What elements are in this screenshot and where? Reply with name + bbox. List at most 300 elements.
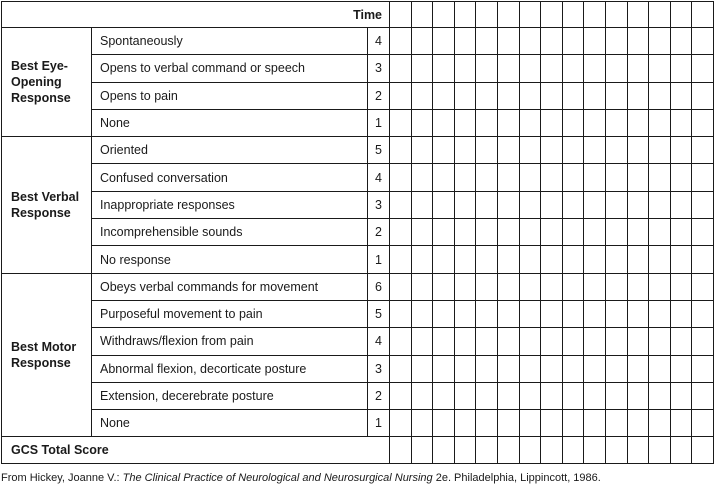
time-entry-cell[interactable]: [411, 28, 433, 55]
time-column-header[interactable]: [627, 2, 649, 28]
time-entry-cell[interactable]: [433, 219, 455, 246]
total-score-label: GCS Total Score: [2, 437, 390, 464]
time-entry-cell[interactable]: [497, 382, 519, 409]
time-entry-cell[interactable]: [692, 137, 714, 164]
time-entry-cell[interactable]: [390, 191, 412, 218]
time-entry-cell[interactable]: [670, 109, 692, 136]
time-entry-cell[interactable]: [390, 219, 412, 246]
score-value: 3: [368, 355, 390, 382]
time-entry-cell[interactable]: [476, 219, 498, 246]
table-row: [2, 55, 714, 82]
time-entry-cell[interactable]: [390, 109, 412, 136]
time-entry-cell[interactable]: [541, 382, 563, 409]
time-entry-cell[interactable]: [649, 109, 671, 136]
response-label: Purposeful movement to pain: [92, 300, 368, 327]
table-row: [2, 137, 714, 164]
time-entry-cell[interactable]: [670, 219, 692, 246]
time-entry-cell[interactable]: [433, 273, 455, 300]
table-row: [2, 355, 714, 382]
time-entry-cell[interactable]: [433, 164, 455, 191]
time-entry-cell[interactable]: [454, 355, 476, 382]
time-entry-cell[interactable]: [692, 328, 714, 355]
time-entry-cell[interactable]: [519, 246, 541, 273]
time-entry-cell[interactable]: [692, 355, 714, 382]
table-row: [2, 328, 714, 355]
time-entry-cell[interactable]: [411, 109, 433, 136]
time-column-header[interactable]: [670, 2, 692, 28]
time-entry-cell[interactable]: [649, 382, 671, 409]
time-entry-cell[interactable]: [411, 82, 433, 109]
time-entry-cell[interactable]: [692, 219, 714, 246]
time-entry-cell[interactable]: [605, 137, 627, 164]
time-entry-cell[interactable]: [497, 410, 519, 437]
time-entry-cell[interactable]: [692, 273, 714, 300]
time-entry-cell[interactable]: [627, 82, 649, 109]
time-entry-cell[interactable]: [411, 219, 433, 246]
time-entry-cell[interactable]: [454, 164, 476, 191]
time-entry-cell[interactable]: [584, 355, 606, 382]
time-entry-cell[interactable]: [519, 410, 541, 437]
time-entry-cell[interactable]: [541, 437, 563, 464]
time-entry-cell[interactable]: [519, 137, 541, 164]
time-entry-cell[interactable]: [476, 437, 498, 464]
time-entry-cell[interactable]: [411, 246, 433, 273]
time-entry-cell[interactable]: [476, 137, 498, 164]
time-entry-cell[interactable]: [670, 82, 692, 109]
time-entry-cell[interactable]: [519, 109, 541, 136]
table-row: [2, 410, 714, 437]
time-entry-cell[interactable]: [390, 82, 412, 109]
time-entry-cell[interactable]: [433, 191, 455, 218]
time-entry-cell[interactable]: [562, 437, 584, 464]
response-label: Obeys verbal commands for movement: [92, 273, 368, 300]
time-entry-cell[interactable]: [454, 328, 476, 355]
time-entry-cell[interactable]: [562, 355, 584, 382]
score-value: 2: [368, 82, 390, 109]
time-entry-cell[interactable]: [476, 109, 498, 136]
time-entry-cell[interactable]: [692, 191, 714, 218]
score-value: 2: [368, 219, 390, 246]
time-entry-cell[interactable]: [692, 164, 714, 191]
time-entry-cell[interactable]: [433, 410, 455, 437]
category-label: Best Verbal Response: [2, 137, 92, 273]
time-entry-cell[interactable]: [454, 82, 476, 109]
time-entry-cell[interactable]: [627, 219, 649, 246]
time-entry-cell[interactable]: [497, 164, 519, 191]
time-entry-cell[interactable]: [692, 382, 714, 409]
time-entry-cell[interactable]: [670, 300, 692, 327]
time-entry-cell[interactable]: [519, 164, 541, 191]
time-entry-cell[interactable]: [584, 410, 606, 437]
time-entry-cell[interactable]: [476, 55, 498, 82]
time-entry-cell[interactable]: [670, 437, 692, 464]
time-column-header[interactable]: [605, 2, 627, 28]
time-entry-cell[interactable]: [627, 300, 649, 327]
response-label: Incomprehensible sounds: [92, 219, 368, 246]
time-entry-cell[interactable]: [476, 28, 498, 55]
time-entry-cell[interactable]: [584, 164, 606, 191]
time-entry-cell[interactable]: [541, 410, 563, 437]
time-entry-cell[interactable]: [411, 273, 433, 300]
time-entry-cell[interactable]: [562, 82, 584, 109]
time-entry-cell[interactable]: [411, 437, 433, 464]
time-entry-cell[interactable]: [476, 191, 498, 218]
time-entry-cell[interactable]: [390, 273, 412, 300]
time-entry-cell[interactable]: [562, 382, 584, 409]
time-entry-cell[interactable]: [411, 191, 433, 218]
response-label: No response: [92, 246, 368, 273]
category-label: Best Eye-Opening Response: [2, 28, 92, 137]
score-value: 3: [368, 55, 390, 82]
time-entry-cell[interactable]: [584, 328, 606, 355]
time-header: Time: [2, 2, 390, 28]
time-entry-cell[interactable]: [411, 55, 433, 82]
time-entry-cell[interactable]: [541, 328, 563, 355]
time-entry-cell[interactable]: [497, 273, 519, 300]
time-entry-cell[interactable]: [411, 355, 433, 382]
time-entry-cell[interactable]: [519, 355, 541, 382]
time-entry-cell[interactable]: [454, 28, 476, 55]
time-entry-cell[interactable]: [627, 410, 649, 437]
caption-title: The Clinical Practice of Neurological and Neurosurgical Nursing: [122, 472, 433, 484]
time-entry-cell[interactable]: [454, 273, 476, 300]
time-entry-cell[interactable]: [584, 219, 606, 246]
time-entry-cell[interactable]: [692, 55, 714, 82]
time-entry-cell[interactable]: [454, 191, 476, 218]
time-entry-cell[interactable]: [476, 410, 498, 437]
time-entry-cell[interactable]: [605, 328, 627, 355]
time-entry-cell[interactable]: [476, 300, 498, 327]
caption-prefix: From Hickey, Joanne V.:: [1, 472, 123, 484]
time-entry-cell[interactable]: [562, 164, 584, 191]
time-entry-cell[interactable]: [649, 410, 671, 437]
response-label: None: [92, 410, 368, 437]
time-entry-cell[interactable]: [584, 191, 606, 218]
time-entry-cell[interactable]: [454, 219, 476, 246]
time-entry-cell[interactable]: [390, 55, 412, 82]
time-entry-cell[interactable]: [692, 82, 714, 109]
time-entry-cell[interactable]: [605, 55, 627, 82]
time-entry-cell[interactable]: [670, 191, 692, 218]
time-entry-cell[interactable]: [649, 164, 671, 191]
response-label: Opens to pain: [92, 82, 368, 109]
time-entry-cell[interactable]: [605, 109, 627, 136]
time-entry-cell[interactable]: [433, 382, 455, 409]
time-entry-cell[interactable]: [541, 219, 563, 246]
time-entry-cell[interactable]: [562, 28, 584, 55]
time-entry-cell[interactable]: [670, 246, 692, 273]
time-entry-cell[interactable]: [649, 28, 671, 55]
time-column-header[interactable]: [519, 2, 541, 28]
time-entry-cell[interactable]: [584, 28, 606, 55]
time-entry-cell[interactable]: [454, 410, 476, 437]
gcs-table: [1, 1, 714, 464]
time-entry-cell[interactable]: [433, 55, 455, 82]
time-entry-cell[interactable]: [627, 137, 649, 164]
time-column-header[interactable]: [541, 2, 563, 28]
time-entry-cell[interactable]: [541, 109, 563, 136]
time-entry-cell[interactable]: [476, 246, 498, 273]
time-column-header[interactable]: [649, 2, 671, 28]
time-entry-cell[interactable]: [670, 382, 692, 409]
time-entry-cell[interactable]: [605, 246, 627, 273]
time-entry-cell[interactable]: [649, 82, 671, 109]
time-entry-cell[interactable]: [411, 164, 433, 191]
time-entry-cell[interactable]: [649, 300, 671, 327]
time-entry-cell[interactable]: [562, 137, 584, 164]
time-entry-cell[interactable]: [584, 300, 606, 327]
time-entry-cell[interactable]: [627, 437, 649, 464]
score-value: 1: [368, 109, 390, 136]
time-entry-cell[interactable]: [454, 55, 476, 82]
time-entry-cell[interactable]: [476, 382, 498, 409]
time-column-header[interactable]: [692, 2, 714, 28]
time-entry-cell[interactable]: [390, 246, 412, 273]
time-entry-cell[interactable]: [605, 82, 627, 109]
table-row: [2, 300, 714, 327]
time-entry-cell[interactable]: [627, 246, 649, 273]
time-entry-cell[interactable]: [541, 273, 563, 300]
time-entry-cell[interactable]: [649, 328, 671, 355]
time-entry-cell[interactable]: [605, 437, 627, 464]
time-entry-cell[interactable]: [519, 55, 541, 82]
score-value: 2: [368, 382, 390, 409]
time-entry-cell[interactable]: [497, 246, 519, 273]
time-entry-cell[interactable]: [605, 382, 627, 409]
time-entry-cell[interactable]: [605, 300, 627, 327]
time-entry-cell[interactable]: [670, 328, 692, 355]
time-entry-cell[interactable]: [584, 437, 606, 464]
table-row: [2, 382, 714, 409]
time-entry-cell[interactable]: [476, 82, 498, 109]
time-entry-cell[interactable]: [562, 219, 584, 246]
time-entry-cell[interactable]: [497, 137, 519, 164]
time-entry-cell[interactable]: [519, 82, 541, 109]
time-entry-cell[interactable]: [497, 109, 519, 136]
time-column-header[interactable]: [476, 2, 498, 28]
time-entry-cell[interactable]: [411, 300, 433, 327]
time-entry-cell[interactable]: [584, 109, 606, 136]
time-entry-cell[interactable]: [562, 246, 584, 273]
time-entry-cell[interactable]: [390, 410, 412, 437]
time-entry-cell[interactable]: [433, 246, 455, 273]
time-entry-cell[interactable]: [454, 300, 476, 327]
response-label: Oriented: [92, 137, 368, 164]
time-entry-cell[interactable]: [649, 437, 671, 464]
score-value: 5: [368, 137, 390, 164]
time-entry-cell[interactable]: [692, 109, 714, 136]
time-entry-cell[interactable]: [541, 246, 563, 273]
time-column-header[interactable]: [433, 2, 455, 28]
table-row: [2, 273, 714, 300]
time-entry-cell[interactable]: [562, 300, 584, 327]
time-entry-cell[interactable]: [390, 300, 412, 327]
time-entry-cell[interactable]: [411, 382, 433, 409]
score-value: 6: [368, 273, 390, 300]
time-entry-cell[interactable]: [433, 355, 455, 382]
time-entry-cell[interactable]: [476, 164, 498, 191]
time-entry-cell[interactable]: [519, 382, 541, 409]
time-entry-cell[interactable]: [605, 410, 627, 437]
response-label: Abnormal flexion, decorticate posture: [92, 355, 368, 382]
time-entry-cell[interactable]: [519, 273, 541, 300]
time-entry-cell[interactable]: [411, 410, 433, 437]
time-entry-cell[interactable]: [519, 191, 541, 218]
time-entry-cell[interactable]: [562, 191, 584, 218]
time-entry-cell[interactable]: [627, 328, 649, 355]
time-entry-cell[interactable]: [605, 28, 627, 55]
time-entry-cell[interactable]: [584, 82, 606, 109]
table-row: [2, 109, 714, 136]
time-entry-cell[interactable]: [670, 28, 692, 55]
time-entry-cell[interactable]: [562, 328, 584, 355]
time-entry-cell[interactable]: [454, 109, 476, 136]
time-column-header[interactable]: [497, 2, 519, 28]
time-entry-cell[interactable]: [692, 246, 714, 273]
time-entry-cell[interactable]: [605, 191, 627, 218]
time-entry-cell[interactable]: [541, 28, 563, 55]
time-entry-cell[interactable]: [649, 191, 671, 218]
time-entry-cell[interactable]: [433, 137, 455, 164]
time-entry-cell[interactable]: [541, 355, 563, 382]
time-entry-cell[interactable]: [497, 328, 519, 355]
time-entry-cell[interactable]: [433, 109, 455, 136]
time-entry-cell[interactable]: [692, 300, 714, 327]
time-entry-cell[interactable]: [454, 137, 476, 164]
time-entry-cell[interactable]: [519, 28, 541, 55]
time-entry-cell[interactable]: [627, 273, 649, 300]
time-entry-cell[interactable]: [670, 55, 692, 82]
time-column-header[interactable]: [562, 2, 584, 28]
time-entry-cell[interactable]: [584, 137, 606, 164]
time-entry-cell[interactable]: [497, 355, 519, 382]
time-entry-cell[interactable]: [433, 328, 455, 355]
time-entry-cell[interactable]: [692, 437, 714, 464]
time-entry-cell[interactable]: [454, 437, 476, 464]
time-entry-cell[interactable]: [390, 355, 412, 382]
time-entry-cell[interactable]: [562, 273, 584, 300]
time-entry-cell[interactable]: [541, 164, 563, 191]
time-entry-cell[interactable]: [497, 437, 519, 464]
time-entry-cell[interactable]: [584, 273, 606, 300]
time-entry-cell[interactable]: [649, 219, 671, 246]
time-entry-cell[interactable]: [433, 82, 455, 109]
response-label: Confused conversation: [92, 164, 368, 191]
time-entry-cell[interactable]: [519, 219, 541, 246]
time-entry-cell[interactable]: [649, 355, 671, 382]
time-entry-cell[interactable]: [497, 55, 519, 82]
time-entry-cell[interactable]: [627, 109, 649, 136]
time-entry-cell[interactable]: [390, 328, 412, 355]
time-entry-cell[interactable]: [562, 55, 584, 82]
time-entry-cell[interactable]: [497, 300, 519, 327]
time-entry-cell[interactable]: [584, 382, 606, 409]
time-entry-cell[interactable]: [497, 219, 519, 246]
time-entry-cell[interactable]: [627, 28, 649, 55]
time-entry-cell[interactable]: [627, 164, 649, 191]
time-entry-cell[interactable]: [692, 28, 714, 55]
time-entry-cell[interactable]: [476, 355, 498, 382]
score-value: 3: [368, 191, 390, 218]
source-caption: [1, 472, 601, 484]
time-entry-cell[interactable]: [670, 410, 692, 437]
time-entry-cell[interactable]: [454, 382, 476, 409]
time-entry-cell[interactable]: [605, 219, 627, 246]
time-entry-cell[interactable]: [519, 437, 541, 464]
time-entry-cell[interactable]: [390, 28, 412, 55]
time-entry-cell[interactable]: [562, 410, 584, 437]
time-entry-cell[interactable]: [692, 410, 714, 437]
response-label: Inappropriate responses: [92, 191, 368, 218]
time-entry-cell[interactable]: [497, 28, 519, 55]
time-entry-cell[interactable]: [541, 55, 563, 82]
time-entry-cell[interactable]: [627, 191, 649, 218]
time-entry-cell[interactable]: [519, 300, 541, 327]
time-entry-cell[interactable]: [649, 137, 671, 164]
time-column-header[interactable]: [411, 2, 433, 28]
table-row: [2, 246, 714, 273]
time-entry-cell[interactable]: [541, 191, 563, 218]
time-entry-cell[interactable]: [541, 300, 563, 327]
time-entry-cell[interactable]: [390, 164, 412, 191]
time-entry-cell[interactable]: [605, 164, 627, 191]
time-entry-cell[interactable]: [670, 355, 692, 382]
time-entry-cell[interactable]: [649, 273, 671, 300]
time-entry-cell[interactable]: [454, 246, 476, 273]
time-entry-cell[interactable]: [541, 137, 563, 164]
response-label: Opens to verbal command or speech: [92, 55, 368, 82]
category-label: Best Motor Response: [2, 273, 92, 437]
response-label: Withdraws/flexion from pain: [92, 328, 368, 355]
time-entry-cell[interactable]: [433, 437, 455, 464]
time-entry-cell[interactable]: [627, 55, 649, 82]
time-column-header[interactable]: [390, 2, 412, 28]
time-entry-cell[interactable]: [562, 109, 584, 136]
table-row: [2, 82, 714, 109]
time-entry-cell[interactable]: [476, 273, 498, 300]
time-entry-cell[interactable]: [433, 28, 455, 55]
time-entry-cell[interactable]: [497, 82, 519, 109]
time-entry-cell[interactable]: [670, 164, 692, 191]
time-entry-cell[interactable]: [649, 55, 671, 82]
score-value: 4: [368, 328, 390, 355]
time-entry-cell[interactable]: [541, 82, 563, 109]
time-column-header[interactable]: [454, 2, 476, 28]
time-entry-cell[interactable]: [411, 137, 433, 164]
time-entry-cell[interactable]: [584, 246, 606, 273]
time-entry-cell[interactable]: [605, 273, 627, 300]
time-entry-cell[interactable]: [670, 137, 692, 164]
time-entry-cell[interactable]: [390, 382, 412, 409]
time-entry-cell[interactable]: [390, 137, 412, 164]
response-label: Spontaneously: [92, 28, 368, 55]
time-entry-cell[interactable]: [649, 246, 671, 273]
time-entry-cell[interactable]: [411, 328, 433, 355]
time-entry-cell[interactable]: [497, 191, 519, 218]
time-column-header[interactable]: [584, 2, 606, 28]
time-entry-cell[interactable]: [627, 382, 649, 409]
time-entry-cell[interactable]: [519, 328, 541, 355]
time-entry-cell[interactable]: [390, 437, 412, 464]
time-entry-cell[interactable]: [433, 300, 455, 327]
time-entry-cell[interactable]: [627, 355, 649, 382]
time-entry-cell[interactable]: [476, 328, 498, 355]
time-entry-cell[interactable]: [584, 55, 606, 82]
time-entry-cell[interactable]: [670, 273, 692, 300]
table-row: [2, 28, 714, 55]
response-label: None: [92, 109, 368, 136]
time-entry-cell[interactable]: [605, 355, 627, 382]
